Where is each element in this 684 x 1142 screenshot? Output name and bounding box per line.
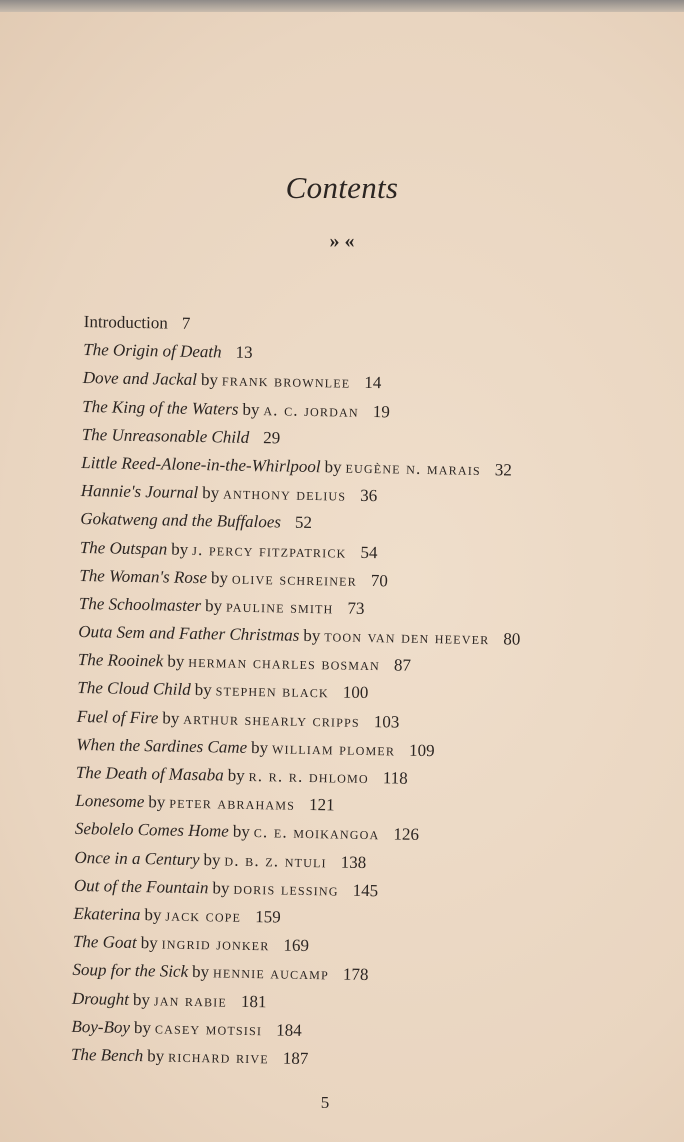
entry-title: Dove and Jackal <box>82 368 198 390</box>
entry-page: 14 <box>364 373 382 393</box>
entry-author: eugène n. marais <box>345 457 482 479</box>
by-label: by <box>194 680 212 700</box>
entry-title: The Goat <box>72 932 137 953</box>
entry-author: richard rive <box>168 1046 270 1068</box>
entry-title: Little Reed-Alone-in-the-Whirlpool <box>81 452 321 477</box>
by-label: by <box>132 989 151 1009</box>
entry-title: The Outspan <box>79 537 168 558</box>
by-label: by <box>227 765 245 785</box>
entry-author: r. r. r. dhlomo <box>248 765 369 788</box>
entry-title: Lonesome <box>75 791 145 812</box>
entry-page: 138 <box>340 852 367 872</box>
entry-page: 36 <box>360 485 378 506</box>
by-label: by <box>191 962 210 982</box>
entry-author: pauline smith <box>225 596 334 618</box>
entry-page: 118 <box>382 768 408 788</box>
entry-title: The King of the Waters <box>82 396 239 419</box>
entry-page: 184 <box>276 1020 302 1040</box>
entry-author: stephen black <box>215 680 330 702</box>
entry-title: Boy-Boy <box>71 1016 131 1037</box>
entry-author: anthony delius <box>223 483 347 505</box>
by-label: by <box>203 849 221 870</box>
entry-author: william plomer <box>271 738 396 760</box>
entry-title: The Rooinek <box>77 650 164 671</box>
entry-page: 121 <box>308 795 335 815</box>
entry-page: 145 <box>352 880 379 900</box>
by-label: by <box>162 708 180 728</box>
entry-page: 100 <box>342 683 369 703</box>
entry-author: frank brownlee <box>221 370 351 393</box>
entry-title: When the Sardines Came <box>76 734 248 757</box>
entry-page: 181 <box>240 991 267 1011</box>
entry-author: toon van den heever <box>324 626 490 649</box>
entry-title: The Death of Masaba <box>75 762 224 785</box>
by-label: by <box>140 933 158 953</box>
ornament: » « <box>329 230 355 252</box>
entry-title: Gokatweng and the Buffaloes <box>80 509 282 532</box>
by-label: by <box>148 792 166 812</box>
by-label: by <box>167 651 185 672</box>
entry-author: c. e. moikangoa <box>253 822 380 844</box>
entry-author: casey motsisi <box>154 1018 263 1039</box>
entry-author: ingrid jonker <box>161 933 270 955</box>
by-label: by <box>212 878 230 898</box>
entry-page: 178 <box>342 964 369 985</box>
by-label: by <box>242 399 260 419</box>
entry-author: jack cope <box>165 905 242 926</box>
by-label: by <box>303 625 321 646</box>
entry-page: 87 <box>393 655 412 676</box>
by-label: by <box>202 483 220 503</box>
entry-page: 80 <box>503 629 521 649</box>
entry-page: 169 <box>283 935 310 956</box>
entry-page: 109 <box>408 740 435 760</box>
entry-title: Fuel of Fire <box>76 706 159 727</box>
entry-title: Hannie's Journal <box>80 481 199 503</box>
entry-title: Soup for the Sick <box>72 960 189 982</box>
entry-page: 103 <box>373 711 400 732</box>
by-label: by <box>171 539 189 559</box>
entry-title: The Unreasonable Child <box>81 424 250 447</box>
entry-author: hennie aucamp <box>212 962 330 984</box>
table-of-contents <box>71 308 526 1077</box>
entry-author: arthur shearly cripps <box>183 708 360 731</box>
entry-author: doris lessing <box>233 878 339 900</box>
entry-page: 54 <box>360 542 378 562</box>
entry-page: 70 <box>370 570 389 591</box>
entry-author: d. b. z. ntuli <box>224 850 327 871</box>
entry-title: Once in a Century <box>74 847 200 869</box>
entry-title: The Cloud Child <box>77 678 191 700</box>
entry-page: 19 <box>372 401 390 421</box>
entry-page: 159 <box>255 907 281 927</box>
entry-author: peter abrahams <box>169 792 296 814</box>
entry-page: 32 <box>494 460 513 480</box>
entry-title: Out of the Fountain <box>73 875 209 898</box>
entry-title: The Origin of Death <box>83 340 222 362</box>
entry-author: a. c. jordan <box>263 399 359 421</box>
entry-page: 73 <box>347 598 365 618</box>
entry-page: 7 <box>181 313 191 333</box>
entry-page: 187 <box>282 1048 309 1068</box>
entry-title: The Schoolmaster <box>78 593 202 615</box>
entry-title: Sebolelo Comes Home <box>74 819 229 841</box>
entry-author: j. percy fitzpatrick <box>192 539 347 562</box>
entry-page: 13 <box>235 342 253 363</box>
entry-title: Outa Sem and Father Christmas <box>78 622 300 645</box>
entry-author: jan rabie <box>153 989 228 1011</box>
by-label: by <box>250 737 269 758</box>
by-label: by <box>133 1017 152 1037</box>
scan-edge <box>0 0 684 12</box>
entry-page: 29 <box>263 427 281 448</box>
entry-title: The Woman's Rose <box>79 565 208 587</box>
entry-page: 126 <box>393 824 420 845</box>
page-title: Contents <box>285 170 399 205</box>
by-label: by <box>144 905 162 925</box>
by-label: by <box>324 457 342 477</box>
entry-author: olive schreiner <box>231 568 358 590</box>
entry-title: Ekaterina <box>73 903 141 925</box>
by-label: by <box>204 596 223 616</box>
entry-page: 52 <box>294 513 313 533</box>
by-label: by <box>200 370 219 390</box>
by-label: by <box>147 1046 165 1066</box>
by-label: by <box>210 567 229 588</box>
entry-title: Introduction <box>83 311 168 333</box>
page-number: 5 <box>320 1093 330 1112</box>
entry-title: Drought <box>71 988 130 1009</box>
by-label: by <box>232 822 250 842</box>
entry-title: The Bench <box>70 1044 144 1066</box>
entry-author: herman charles bosman <box>188 652 381 675</box>
